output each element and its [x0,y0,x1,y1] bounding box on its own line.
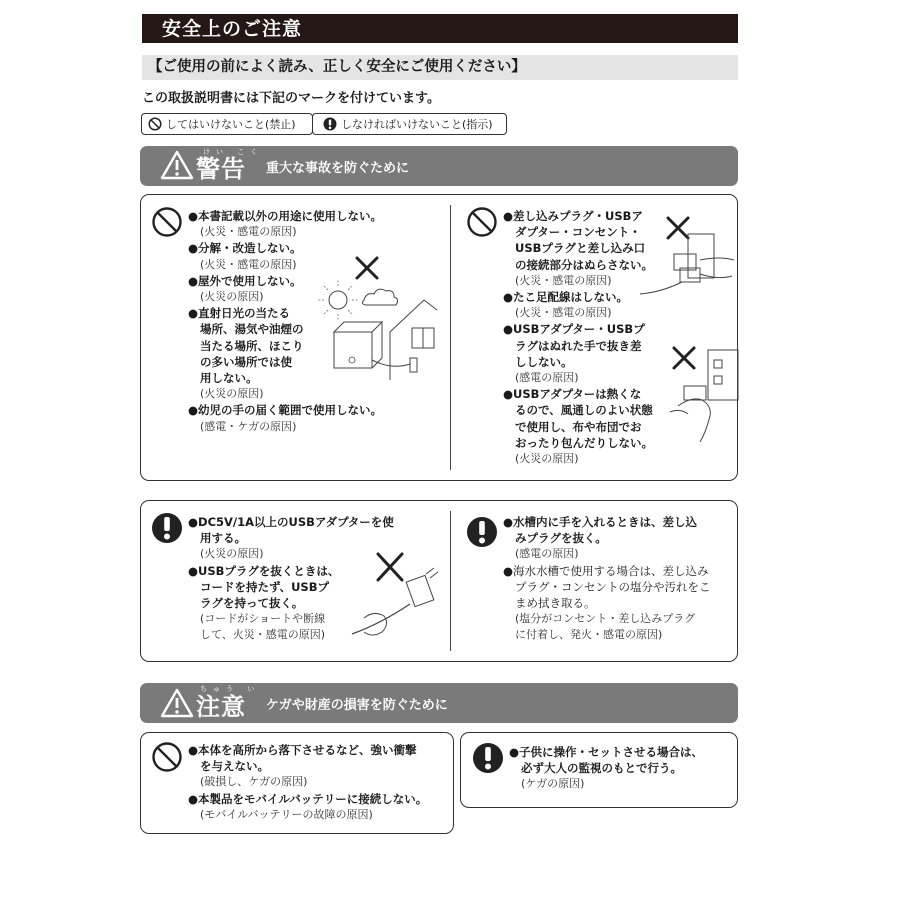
list-item: ●USBアダプター・USBプ [503,322,645,337]
mandatory-label: しなければいけないこと(指示) [341,118,493,131]
page-subtitle: 【ご使用の前によく読み、正しく安全にご使用ください】 [148,59,526,75]
list-item: して、火災・感電の原因) [200,628,326,642]
list-item: (破損し、ケガの原因) [200,775,308,789]
list-item: (コードがショートや断線 [200,612,326,626]
list-item: 場所、湯気や油煙の [200,322,304,337]
warning-icon [160,150,194,180]
warning-list-right [503,208,663,467]
list-item: 必ず大人の監視のもとで行う。 [521,761,682,776]
list-item: を与えない。 [200,759,269,774]
list-item: (感電の原因) [515,547,579,561]
list-item: の接続部分はぬらさない。 [515,257,653,272]
warning-title: 警告 [196,155,246,183]
mandatory-list-right [503,514,733,644]
intro-text: この取扱説明書には下記のマークを付けています。 [142,91,440,106]
list-item: の多い場所では使 [200,354,292,369]
caution-list-right [509,744,734,793]
list-item: ●USBアダプターは熱くな [503,387,642,402]
list-item: ●水槽内に手を入れるときは、差し込 [503,515,698,529]
prohibited-icon [151,741,183,773]
list-item: みプラグを抜く。 [515,531,607,546]
outlet-illustration [640,210,736,300]
prohibited-icon [151,206,183,238]
mandatory-icon [323,117,337,131]
prohibited-icon [148,117,162,131]
list-item: ラグを持って抜く。 [200,596,304,611]
unplug-illustration [344,548,444,648]
warning-subtitle: 重大な事故を防ぐために [266,161,410,176]
list-item: プラグ・コンセントの塩分や汚れをこ [515,579,711,594]
list-item: (火災・感電の原因) [200,257,297,271]
list-item: (火災の原因) [200,290,264,304]
list-item: 用しない。 [200,371,258,386]
caution-list-left [188,742,450,823]
list-item: おったり包んだりしない。 [515,435,653,450]
list-item: るので、風通しのよい状態 [515,403,653,418]
list-item: ●本製品をモバイルバッテリーに接続しない。 [188,791,428,806]
list-item: ●幼児の手の届く範囲で使用しない。 [188,403,383,418]
list-item: ●差し込みプラグ・USBア [503,209,643,223]
page-title: 安全上のご注意 [162,18,303,40]
mandatory-icon [151,512,183,544]
mandatory-icon [466,516,498,548]
list-item: ●たこ足配線はしない。 [503,290,629,305]
list-item: (モバイルバッテリーの故障の原因) [200,807,373,821]
list-item: (火災の原因) [200,547,264,561]
list-item: ●DC5V/1A以上のUSBアダプターを使 [188,515,394,529]
outdoor-illustration [312,250,447,380]
mandatory-legend [312,113,507,135]
prohibited-legend [141,113,313,135]
box-divider [450,511,451,651]
caution-subtitle: ケガや財産の損害を防ぐために [266,698,448,713]
list-item: 用する。 [200,531,246,546]
list-item: 当たる場所、ほこり [200,338,304,353]
list-item: ●USBプラグを抜くときは、 [188,563,340,578]
wet-hands-illustration [664,342,744,442]
list-item: (火災・感電の原因) [515,306,612,320]
list-item: (火災の原因) [515,452,579,466]
mandatory-icon [472,742,504,774]
list-item: USBプラグと差し込み口 [515,241,646,256]
warning-icon [160,688,194,718]
list-item: (塩分がコンセント・差し込みプラグ [515,612,696,626]
prohibited-icon [466,206,498,238]
list-item: ●屋外で使用しない。 [188,273,302,288]
list-item: ししない。 [515,354,573,369]
list-item: コードを持たず、USBプ [200,579,329,594]
list-item: で使用し、布や布団でお [515,419,642,434]
list-item: (火災・感電の原因) [515,273,612,287]
caution-ruby: ちゅう い [200,685,261,693]
list-item: (火災の原因) [200,387,264,401]
list-item: ●海水水槽で使用する場合は、差し込み [503,563,709,578]
list-item: ●子供に操作・セットさせる場合は、 [509,745,704,759]
list-item: (感電の原因) [515,371,579,385]
list-item: ●本書記載以外の用途に使用しない。 [188,209,383,223]
prohibited-label: してはいけないこと(禁止) [166,118,296,131]
list-item: ラグはぬれた手で抜き差 [515,338,642,353]
list-item: (ケガの原因) [521,777,585,791]
list-item: ●分解・改造しない。 [188,241,302,256]
list-item: ダプター・コンセント・ [515,225,641,240]
list-item: まめ拭き取る。 [515,596,596,611]
list-item: に付着し、発火・感電の原因) [515,628,663,642]
box-divider [450,205,451,470]
warning-ruby: けい こく [203,148,264,156]
list-item: ●本体を高所から落下させるなど、強い衝撃 [188,743,417,757]
list-item: (感電・ケガの原因) [200,419,297,433]
list-item: (火災・感電の原因) [200,225,297,239]
list-item: ●直射日光の当たる [188,306,291,321]
caution-title: 注意 [196,693,246,721]
